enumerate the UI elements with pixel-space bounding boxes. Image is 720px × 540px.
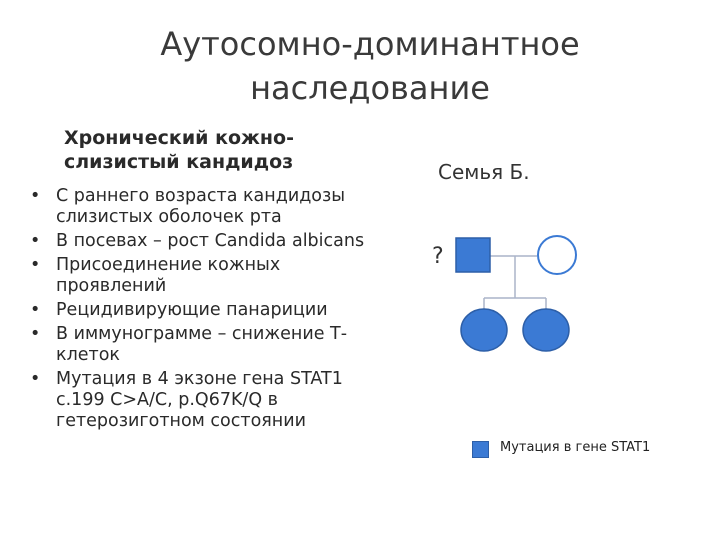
list-item-line: • Мутация в 4 экзоне гена STAT1 bbox=[56, 369, 343, 389]
unknown-status-mark: ? bbox=[432, 244, 444, 269]
title-line-2: наследование bbox=[250, 69, 490, 107]
father-affected-square bbox=[456, 238, 490, 272]
daughter-affected-circle-1 bbox=[461, 309, 507, 351]
mother-unaffected-circle bbox=[538, 236, 576, 274]
list-item-line: • В посевах – рост Candida albicans bbox=[56, 231, 365, 251]
family-label: Семья Б. bbox=[438, 160, 530, 184]
list-item-line: • Присоединение кожных bbox=[56, 255, 281, 275]
title-line-1: Аутосомно-доминантное bbox=[160, 25, 580, 63]
list-item-line: слизистых оболочек рта bbox=[56, 207, 282, 227]
list-item-line: гетерозиготном состоянии bbox=[56, 411, 306, 431]
daughter-affected-circle-2 bbox=[523, 309, 569, 351]
list-item-line: • Рецидивирующие панариции bbox=[56, 300, 328, 320]
list-item-line: • В иммунограмме – снижение Т- bbox=[56, 324, 348, 344]
disease-heading-line-1: Хронический кожно- bbox=[64, 127, 294, 149]
disease-heading-line-2: слизистый кандидоз bbox=[64, 151, 294, 173]
list-item-line: • С раннего возраста кандидозы bbox=[56, 186, 346, 206]
legend-label: Мутация в гене STAT1 bbox=[500, 440, 651, 455]
list-item-line: клеток bbox=[56, 345, 120, 365]
list-item-line: с.199 C>A/C, p.Q67K/Q в bbox=[56, 390, 278, 410]
list-item-line: проявлений bbox=[56, 276, 167, 296]
legend-swatch bbox=[472, 441, 489, 458]
